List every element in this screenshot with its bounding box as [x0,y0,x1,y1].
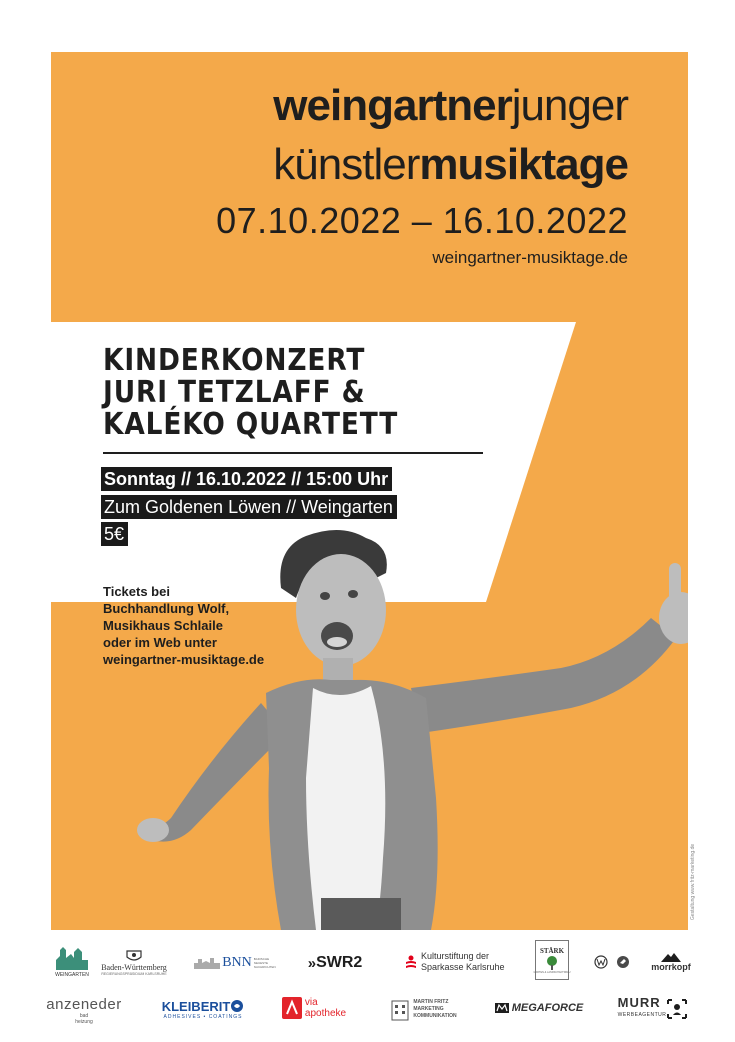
anzeneder-label: anzeneder [46,995,122,1013]
town-silhouette-icon [54,946,90,972]
title-junger: junger [511,81,628,130]
event-heading-line3: KALÉKO QUARTETT [103,407,399,442]
event-datetime: Sonntag // 16.10.2022 // 15:00 Uhr [101,467,392,491]
murr-label: MURR [617,995,661,1010]
ticket-url[interactable]: weingartner-musiktage.de [103,652,265,667]
ticket-line4: oder im Web unter [103,635,217,650]
martin-fritz-text [413,999,456,1020]
staerk-subtitle: GARTEN & LANDSCHAFTSBAU [533,970,571,974]
tree-icon [544,955,560,971]
staerk-label: STÄRK [539,946,565,955]
festival-title-line2 [273,140,628,189]
sparkasse-icon [405,955,417,969]
morrkopf-logo [645,948,697,976]
swr2-arrow-icon: » [307,954,317,972]
kulturstiftung-logo [405,948,525,976]
anzeneder-logo [47,992,121,1028]
murr-subtitle: WERBEAGENTUR [617,1012,667,1018]
event-heading-line1: KINDERKONZERT [103,343,366,378]
kleiberit-swirl-icon [230,999,244,1013]
anzeneder-sub1: bad [79,1012,89,1019]
kleiberit-logo [155,994,251,1024]
crest-icon [125,949,143,963]
via-label: via [304,997,318,1008]
skoda-logo [615,954,631,970]
megaforce-label: MEGAFORCE [511,1002,584,1014]
weingarten-logo [49,942,95,982]
kulturstiftung-line1: Kulturstiftung der [421,951,490,961]
ticket-line3: Musikhaus Schlaile [103,618,223,633]
title-musiktage: musiktage [419,140,628,189]
sponsor-logos [45,940,700,1030]
event-heading [103,345,398,441]
bnn-subtitle: BADISCHE NEUESTE NACHRICHTEN [253,957,276,969]
staerk-logo [535,940,569,980]
cityscape-icon [194,957,220,969]
via-apotheke-logo [277,992,351,1024]
megaforce-icon [495,1003,509,1013]
event-venue: Zum Goldenen Löwen // Weingarten [101,495,397,519]
kulturstiftung-line2: Sparkasse Karlsruhe [421,962,505,972]
festival-url[interactable]: weingartner-musiktage.de [432,248,628,267]
kleiberit-wordmark [162,999,245,1014]
heading-divider [103,452,483,454]
bnn-logo [193,952,285,974]
martin-fritz-line2: MARKETING [413,1005,444,1012]
baden-wuerttemberg-logo [101,944,167,980]
murr-logo [611,994,695,1024]
regierungspraesidium-label: REGIERUNGSPRÄSIDIUM KARLSRUHE [101,971,167,976]
kleiberit-label: KLEIBERIT [161,998,231,1014]
festival-title-line1 [273,81,628,130]
ticket-line1: Tickets bei [103,584,170,599]
apotheke-label: apotheke [304,1008,347,1019]
design-credit: Gestaltung www.fritz-marketing.de [690,843,696,920]
martin-fritz-line3: KOMMUNIKATION [413,1012,457,1019]
baden-wuerttemberg-label: Baden-Württemberg [101,962,167,972]
building-icon [391,997,409,1021]
morrkopf-label: morrkopf [651,962,691,972]
anzeneder-subtitle [75,1013,93,1025]
anzeneder-sub2: heizung [75,1018,93,1025]
kleiberit-subtitle: ADHESIVES • COATINGS [163,1013,243,1020]
vw-logo [593,954,609,970]
murr-text [618,997,667,1021]
kulturstiftung-text [421,951,505,973]
event-price: 5€ [101,522,128,546]
skoda-icon [616,955,630,969]
megaforce-logo [493,998,585,1018]
swr2-logo [307,952,363,974]
festival-dates: 07.10.2022 – 16.10.2022 [216,200,628,241]
bnn-label: BNN [222,955,252,970]
mountain-icon [661,952,681,962]
apotheke-icon [282,997,302,1019]
murr-bracket-icon [666,998,688,1020]
weingarten-label: WEINGARTEN [55,972,89,978]
event-heading-line2: JURI TETZLAFF & [103,375,366,410]
title-weingartner: weingartner [273,81,512,130]
martin-fritz-line1: MARTIN FRITZ [413,998,449,1005]
poster [51,52,688,930]
vw-icon [594,955,608,969]
ticket-line2: Buchhandlung Wolf, [103,601,230,616]
martin-fritz-logo [379,992,469,1026]
via-text [305,997,346,1019]
swr2-label: SWR2 [316,954,363,971]
performer-photo [91,518,688,930]
title-kuenstler: künstler [273,140,420,189]
